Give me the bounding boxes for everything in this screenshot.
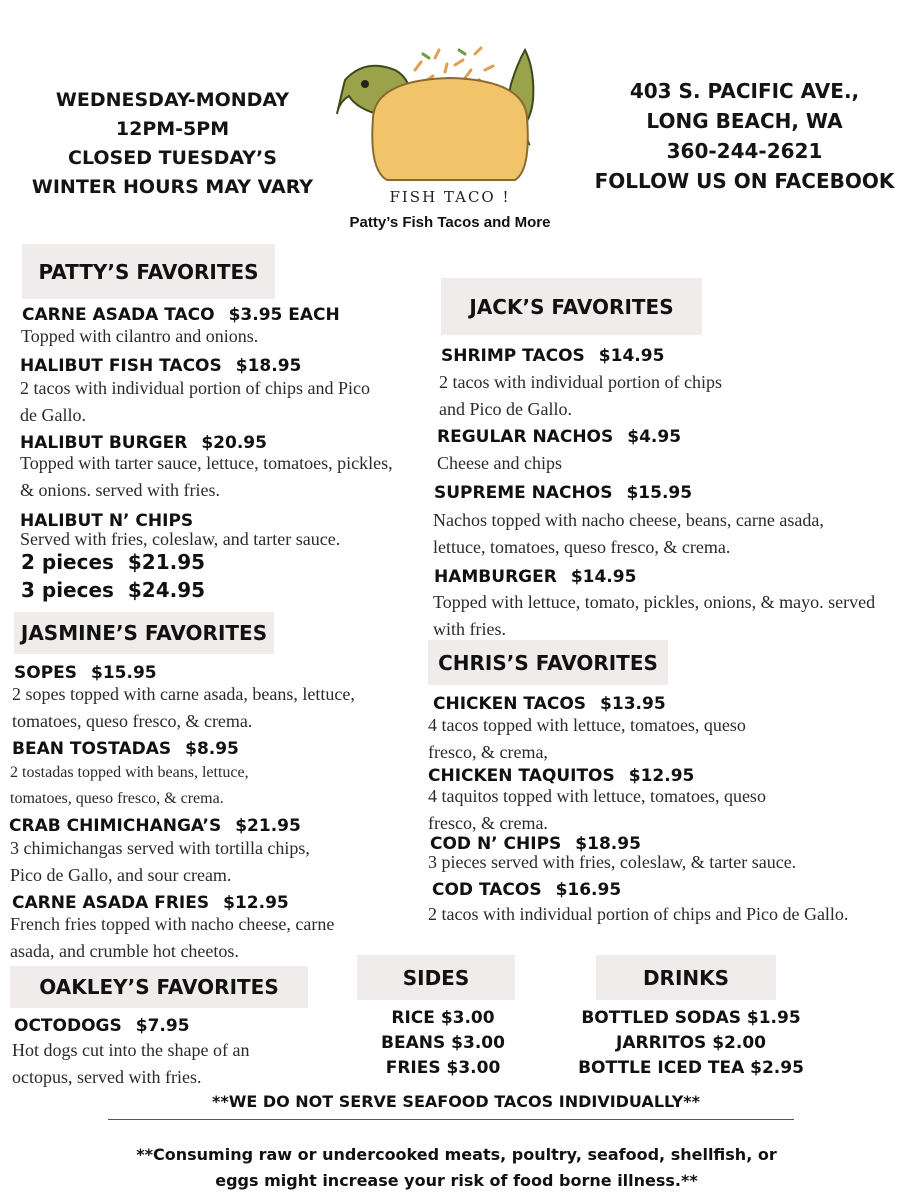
menu-item-crab-chimichangas <box>9 816 301 836</box>
section-header-oakley: OAKLEY’S FAVORITES <box>10 966 308 1008</box>
menu-item-sopes <box>14 663 157 683</box>
item-price: $8.95 <box>185 739 239 759</box>
section-header-jack: JACK’S FAVORITES <box>441 278 702 335</box>
item-price: $21.95 <box>235 816 301 836</box>
pieces-label: 2 pieces <box>21 550 114 574</box>
logo-text: FISH TACO ! <box>389 188 511 206</box>
item-price: $3.95 EACH <box>228 305 340 325</box>
item-name: COD N’ CHIPS <box>430 834 562 854</box>
pieces-price: $21.95 <box>127 550 206 574</box>
menu-item-hamburger <box>434 567 636 587</box>
hours-line: CLOSED TUESDAY’S <box>68 147 277 169</box>
health-warning-line: **Consuming raw or undercooked meats, poultry, seafood, shellfish, or <box>136 1145 777 1164</box>
item-description: French fries topped with nacho cheese, carne asada, and crumble hot cheetos. <box>10 914 335 961</box>
item-price: $14.95 <box>570 567 637 587</box>
phone-number: 360-244-2621 <box>666 139 823 163</box>
item-name: SHRIMP TACOS <box>441 346 585 366</box>
item-description: 4 tacos topped with lettuce, tomatoes, queso fresco, & crema, <box>428 715 746 762</box>
logo <box>335 40 565 240</box>
hours-line: WEDNESDAY-MONDAY <box>55 89 290 111</box>
section-header-sides: SIDES <box>357 955 515 1000</box>
item-name: REGULAR NACHOS <box>437 427 614 447</box>
pieces-price-2 <box>21 550 205 574</box>
item-description: Topped with lettuce, tomato, pickles, onions, & mayo. served with fries. <box>433 592 876 639</box>
item-price: $18.95 <box>575 834 641 854</box>
item-description: 2 tacos with individual portion of chips and Pico de Gallo. <box>20 378 370 425</box>
item-name: SUPREME NACHOS <box>434 483 613 503</box>
list-item: BOTTLED SODAS $1.95 <box>581 1008 801 1028</box>
menu-item-halibut-fish-tacos <box>20 356 301 376</box>
menu-item-octodogs <box>14 1016 190 1036</box>
pieces-label: 3 pieces <box>21 578 114 602</box>
item-name: HALIBUT N’ CHIPS <box>20 511 194 531</box>
item-name: OCTODOGS <box>14 1016 122 1036</box>
menu-item-bean-tostadas <box>12 739 239 759</box>
item-description: Topped with cilantro and onions. <box>21 326 259 346</box>
menu-item-regular-nachos <box>437 427 681 447</box>
item-price: $15.95 <box>91 663 157 683</box>
item-name: CHICKEN TAQUITOS <box>428 766 615 786</box>
item-description: 3 pieces served with fries, coleslaw, & tarter sauce. <box>428 852 797 872</box>
health-warning <box>40 1142 873 1194</box>
section-header-patty: PATTY’S FAVORITES <box>22 244 275 299</box>
item-name: CARNE ASADA FRIES <box>12 893 210 913</box>
item-name: CHICKEN TACOS <box>433 694 587 714</box>
menu-item-carne-asada-fries <box>12 893 289 913</box>
item-name: COD TACOS <box>432 880 542 900</box>
list-item: RICE $3.00 <box>391 1008 495 1028</box>
item-price: $14.95 <box>598 346 665 366</box>
item-price: $15.95 <box>626 483 693 503</box>
item-price: $7.95 <box>135 1016 190 1036</box>
menu-item-carne-asada-taco <box>22 305 340 325</box>
item-description: 2 tacos with individual portion of chips and Pico de Gallo. <box>428 904 849 924</box>
item-description: Topped with tarter sauce, lettuce, tomatoes, pickles, & onions. served with fries. <box>20 453 393 500</box>
item-price: $13.95 <box>600 694 666 714</box>
hours-block <box>10 86 335 202</box>
tagline: Patty’s Fish Tacos and More <box>349 214 551 231</box>
item-price: $4.95 <box>627 427 682 447</box>
drinks-list <box>566 1006 816 1081</box>
list-item: BOTTLE ICED TEA $2.95 <box>578 1058 804 1078</box>
item-description: 2 sopes topped with carne asada, beans, lettuce, tomatoes, queso fresco, & crema. <box>12 684 355 731</box>
item-description: Served with fries, coleslaw, and tarter sauce. <box>20 529 341 549</box>
item-name: HALIBUT FISH TACOS <box>20 356 222 376</box>
item-price: $12.95 <box>223 893 289 913</box>
item-name: HALIBUT BURGER <box>20 433 188 453</box>
health-warning-line: eggs might increase your risk of food borne illness.** <box>215 1171 698 1190</box>
facebook-link[interactable]: FOLLOW US ON FACEBOOK <box>594 169 895 193</box>
item-description: Hot dogs cut into the shape of an octopus, served with fries. <box>12 1040 250 1087</box>
item-price: $12.95 <box>628 766 695 786</box>
list-item: FRIES $3.00 <box>385 1058 501 1078</box>
divider <box>108 1119 794 1120</box>
hours-line: 12PM-5PM <box>115 118 230 140</box>
seafood-notice: **WE DO NOT SERVE SEAFOOD TACOS INDIVIDUALLY** <box>211 1092 701 1111</box>
item-name: HAMBURGER <box>434 567 557 587</box>
menu-item-supreme-nachos <box>434 483 692 503</box>
address-line: LONG BEACH, WA <box>646 109 843 133</box>
item-description: Nachos topped with nacho cheese, beans, carne asada, lettuce, tomatoes, queso fresco, & crema. <box>433 510 824 557</box>
menu-item-shrimp-tacos <box>441 346 664 366</box>
item-name: SOPES <box>14 663 78 683</box>
section-header-drinks: DRINKS <box>596 955 776 1000</box>
pieces-price: $24.95 <box>127 578 206 602</box>
list-item: JARRITOS $2.00 <box>616 1033 766 1053</box>
item-name: CARNE ASADA TACO <box>22 305 215 325</box>
item-description: 4 taquitos topped with lettuce, tomatoes, queso fresco, & crema. <box>428 786 766 833</box>
item-description: Cheese and chips <box>437 453 562 473</box>
item-description: 2 tacos with individual portion of chips and Pico de Gallo. <box>439 372 722 419</box>
section-header-jasmine: JASMINE’S FAVORITES <box>14 612 274 654</box>
item-price: $16.95 <box>555 880 622 900</box>
item-description: 3 chimichangas served with tortilla chips, Pico de Gallo, and sour cream. <box>10 838 310 885</box>
item-price: $18.95 <box>235 356 302 376</box>
item-name: CRAB CHIMICHANGA’S <box>9 816 222 836</box>
item-name: BEAN TOSTADAS <box>12 739 172 759</box>
menu-item-chicken-tacos <box>433 694 666 714</box>
hours-line: WINTER HOURS MAY VARY <box>31 176 314 198</box>
item-description: 2 tostadas topped with beans, lettuce, tomatoes, queso fresco, & crema. <box>10 764 249 807</box>
address-line: 403 S. PACIFIC AVE., <box>629 79 860 103</box>
pieces-price-3 <box>21 578 205 602</box>
list-item: BEANS $3.00 <box>381 1033 505 1053</box>
address-block <box>582 76 907 196</box>
item-price: $20.95 <box>201 433 267 453</box>
menu-item-cod-tacos <box>432 880 621 900</box>
sides-list <box>357 1006 529 1081</box>
section-header-chris: CHRIS’S FAVORITES <box>428 640 668 685</box>
